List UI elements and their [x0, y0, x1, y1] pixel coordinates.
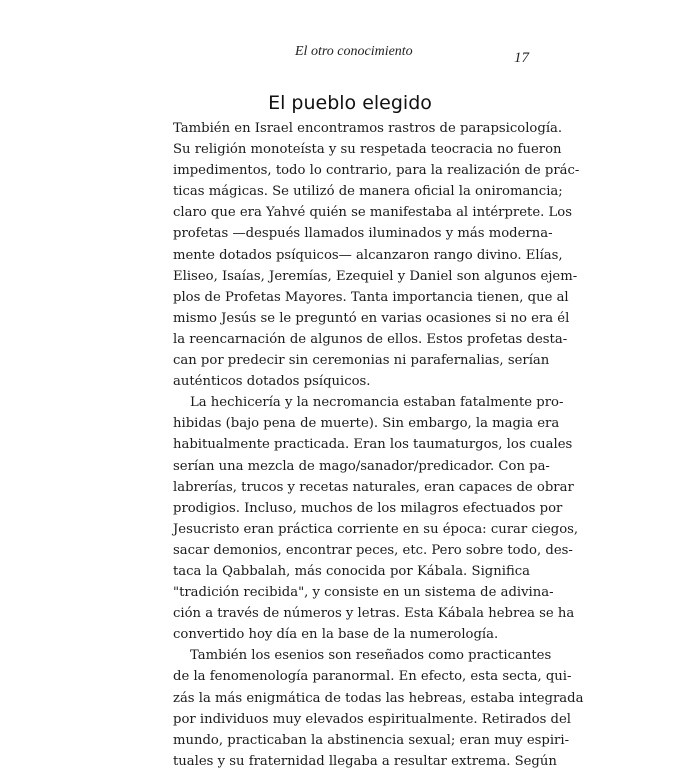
paragraph-3-line: por individuos muy elevados espiritualmente. Retirados del — [173, 711, 572, 727]
paragraph-2-line: La hechicería y la necromancia estaban fatalmente pro- — [190, 395, 564, 411]
chapter-title: El pueblo elegido — [268, 92, 432, 114]
running-head-title: El otro conocimiento — [295, 44, 413, 59]
body-text — [173, 118, 584, 772]
paragraph-3-line: También los esenios son reseñados como practicantes — [190, 648, 552, 664]
paragraph-2-line: sacar demonios, encontrar peces, etc. Pero sobre todo, des- — [173, 542, 573, 558]
paragraph-1-line: can por predecir sin ceremonias ni parafernalias, serían — [173, 353, 550, 369]
paragraph-3-line: zás la más enigmática de todas las hebreas, estaba integrada — [173, 690, 584, 706]
paragraph-1-line: mente dotados psíquicos— alcanzaron rango divino. Elías, — [173, 247, 563, 263]
paragraph-1-line: mismo Jesús se le preguntó en varias ocasiones si no era él — [173, 310, 570, 326]
paragraph-2-line: "tradición recibida", y consiste en un sistema de adivina- — [173, 585, 554, 601]
paragraph-1-line: También en Israel encontramos rastros de parapsicología. — [173, 121, 563, 136]
paragraph-2-line: hibidas (bajo pena de muerte). Sin embargo, la magia era — [173, 416, 560, 432]
paragraph-1-line: auténticos dotados psíquicos. — [173, 374, 371, 390]
paragraph-1-line: claro que era Yahvé quién se manifestaba al intérprete. Los — [173, 205, 572, 221]
paragraph-3-line: tuales y su fraternidad llegaba a resultar extrema. Según — [173, 753, 557, 769]
paragraph-2-line: habitualmente practicada. Eran los taumaturgos, los cuales — [173, 437, 573, 453]
paragraph-2-line: convertido hoy día en la base de la numerología. — [173, 627, 499, 643]
paragraph-2-line: ción a través de números y letras. Esta Kábala hebrea se ha — [173, 606, 575, 622]
paragraph-1-line: impedimentos, todo lo contrario, para la realización de prác- — [173, 163, 580, 179]
paragraph-1-line: plos de Profetas Mayores. Tanta importancia tienen, que al — [173, 289, 569, 305]
paragraph-2-line: Jesucristo eran práctica corriente en su época: curar ciegos, — [173, 521, 579, 537]
paragraph-1-line: Su religión monoteísta y su respetada teocracia no fueron — [173, 142, 562, 158]
paragraph-1-line: Eliseo, Isaías, Jeremías, Ezequiel y Daniel son algunos ejem- — [173, 268, 578, 284]
paragraph-1-line: la reencarnación de algunos de ellos. Estos profetas desta- — [173, 331, 568, 347]
paragraph-2-line: prodigios. Incluso, muchos de los milagros efectuados por — [173, 500, 563, 516]
paragraph-3-line: mundo, practicaban la abstinencia sexual; eran muy espiri- — [173, 732, 570, 748]
paragraph-2-line: serían una mezcla de mago/sanador/predicador. Con pa- — [173, 458, 550, 474]
page-number: 17 — [514, 50, 529, 66]
paragraph-1-line: ticas mágicas. Se utilizó de manera oficial la oniromancia; — [173, 184, 563, 200]
paragraph-2-line: taca la Qabbalah, más conocida por Kábala. Significa — [173, 563, 530, 579]
paragraph-2-line: labrerías, trucos y recetas naturales, eran capaces de obrar — [173, 479, 574, 495]
paragraph-3-line: de la fenomenología paranormal. En efecto, esta secta, qui- — [173, 669, 572, 685]
paragraph-1-line: profetas —después llamados iluminados y más moderna- — [173, 226, 553, 242]
